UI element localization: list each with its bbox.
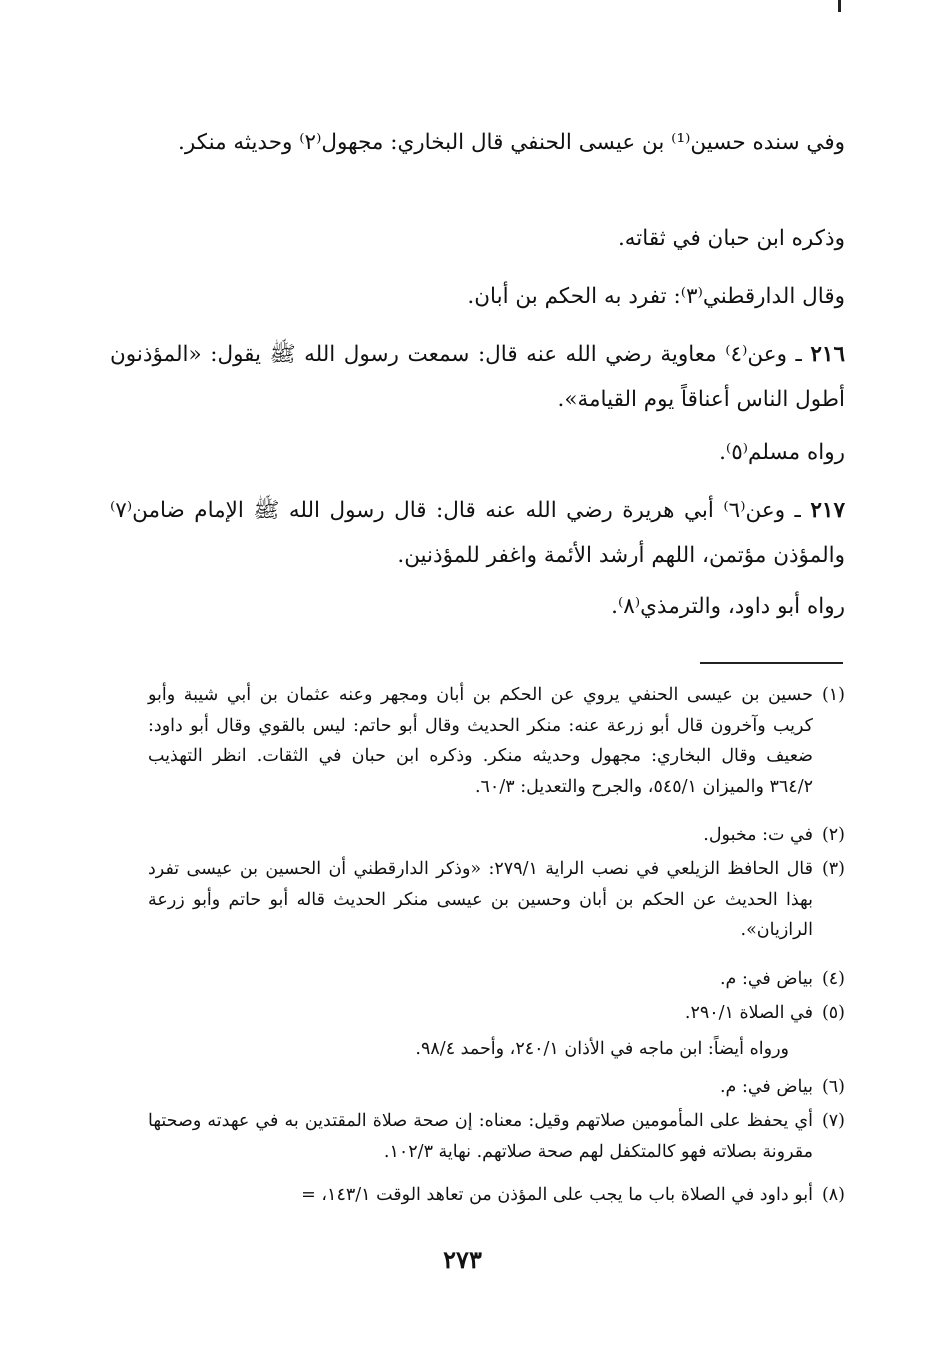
footnote — [148, 998, 845, 1029]
footnote — [148, 854, 845, 946]
footnote — [148, 680, 845, 802]
paragraph-hadith-217 — [110, 488, 845, 578]
footnote — [148, 964, 845, 995]
footnote-text: أبو داود في الصلاة باب ما يجب على المؤذن من تعاهد الوقت ١٤٣/١، = — [301, 1185, 813, 1205]
footnote — [148, 820, 845, 851]
footnote-label: (٨) — [821, 1185, 845, 1205]
footnote-continuation — [148, 1034, 845, 1065]
hadith-number: ٢١٦ — [810, 342, 845, 367]
paragraph-5: رواه مسلم⁽٥⁾. — [719, 440, 845, 465]
page-number: ٢٧٣ — [443, 1245, 482, 1274]
footnote-label: (٢) — [821, 825, 845, 845]
footnote — [148, 1072, 845, 1103]
footnote-label: (٤) — [821, 969, 845, 989]
footnote-text: ورواه أيضاً: ابن ماجه في الأذان ٢٤٠/١، وأحمد ٩٨/٤. — [415, 1039, 789, 1059]
paragraph-1: وفي سنده حسين⁽¹⁾ بن عيسى الحنفي قال البخاري: مجهول⁽٢⁾ وحديثه منكر. — [178, 130, 845, 155]
paragraph-hadith-216 — [110, 332, 845, 422]
footnote-label: (٣) — [821, 859, 845, 879]
paragraph-2: وذكره ابن حبان في ثقاته. — [617, 226, 845, 251]
footnote-text: قال الحافظ الزيلعي في نصب الراية ٢٧٩/١: «وذكر الدارقطني أن الحسين بن عيسى تفرد بهذا الحديث عن الحكم بن أبان وحسين بن عيسى منكر الحديث قاله أبو حاتم وأبو زرعة الرازيان». — [148, 859, 813, 940]
hadith-number: ٢١٧ — [810, 498, 845, 523]
footnote-text: حسين بن عيسى الحنفي يروي عن الحكم بن أبان ومجهر وعنه عثمان بن أبي شيبة وأبو كريب وآخرون قال أبو زرعة عنه: منكر الحديث وقال أبو حاتم: ليس بالقوي وقال أبو داود: ضعيف وقال البخاري: مجهول وحديثه منكر. وذكره ابن حبان في الثقات. انظر التهذيب ٣٦٤/٢ والميزان ٥٤٥/١، والجرح والتعديل: ٦٠/٣. — [148, 685, 813, 797]
paragraph-7: رواه أبو داود، والترمذي⁽٨⁾. — [611, 594, 845, 619]
footnote-label: (٥) — [821, 1003, 845, 1023]
hadith-text: ـ وعن⁽٤⁾ معاوية رضي الله عنه قال: سمعت رسول الله ﷺ يقول: «المؤذنون أطول الناس أعناقاً يوم القيامة». — [110, 342, 845, 412]
footnote-text: في ت: مخبول. — [703, 825, 813, 845]
crop-mark — [838, 0, 841, 12]
paragraph-3: وقال الدارقطني⁽٣⁾: تفرد به الحكم بن أبان. — [467, 284, 845, 309]
footnote-text: في الصلاة ٢٩٠/١. — [684, 1003, 813, 1023]
footnote-label: (٦) — [821, 1077, 845, 1097]
footnote-text: بياض في: م. — [719, 969, 813, 989]
hadith-text: ـ وعن⁽٦⁾ أبي هريرة رضي الله عنه قال: قال رسول الله ﷺ الإمام ضامن⁽٧⁾ والمؤذن مؤتمن، اللهم أرشد الأئمة واغفر للمؤذنين. — [110, 498, 845, 568]
footnote — [148, 1180, 845, 1211]
footnote-label: (٧) — [821, 1111, 845, 1131]
footnote-text: أي يحفظ على المأمومين صلاتهم وقيل: معناه: إن صحة صلاة المقتدين به في عهدته وصحتها مقرونة بصلاته فهو كالمتكفل لهم صحة صلاتهم. نهاية ١٠٢/٣. — [148, 1111, 813, 1162]
footnote-text: بياض في: م. — [719, 1077, 813, 1097]
footnote-label: (١) — [821, 685, 845, 705]
footnote-separator — [700, 662, 843, 664]
footnote — [148, 1106, 845, 1167]
